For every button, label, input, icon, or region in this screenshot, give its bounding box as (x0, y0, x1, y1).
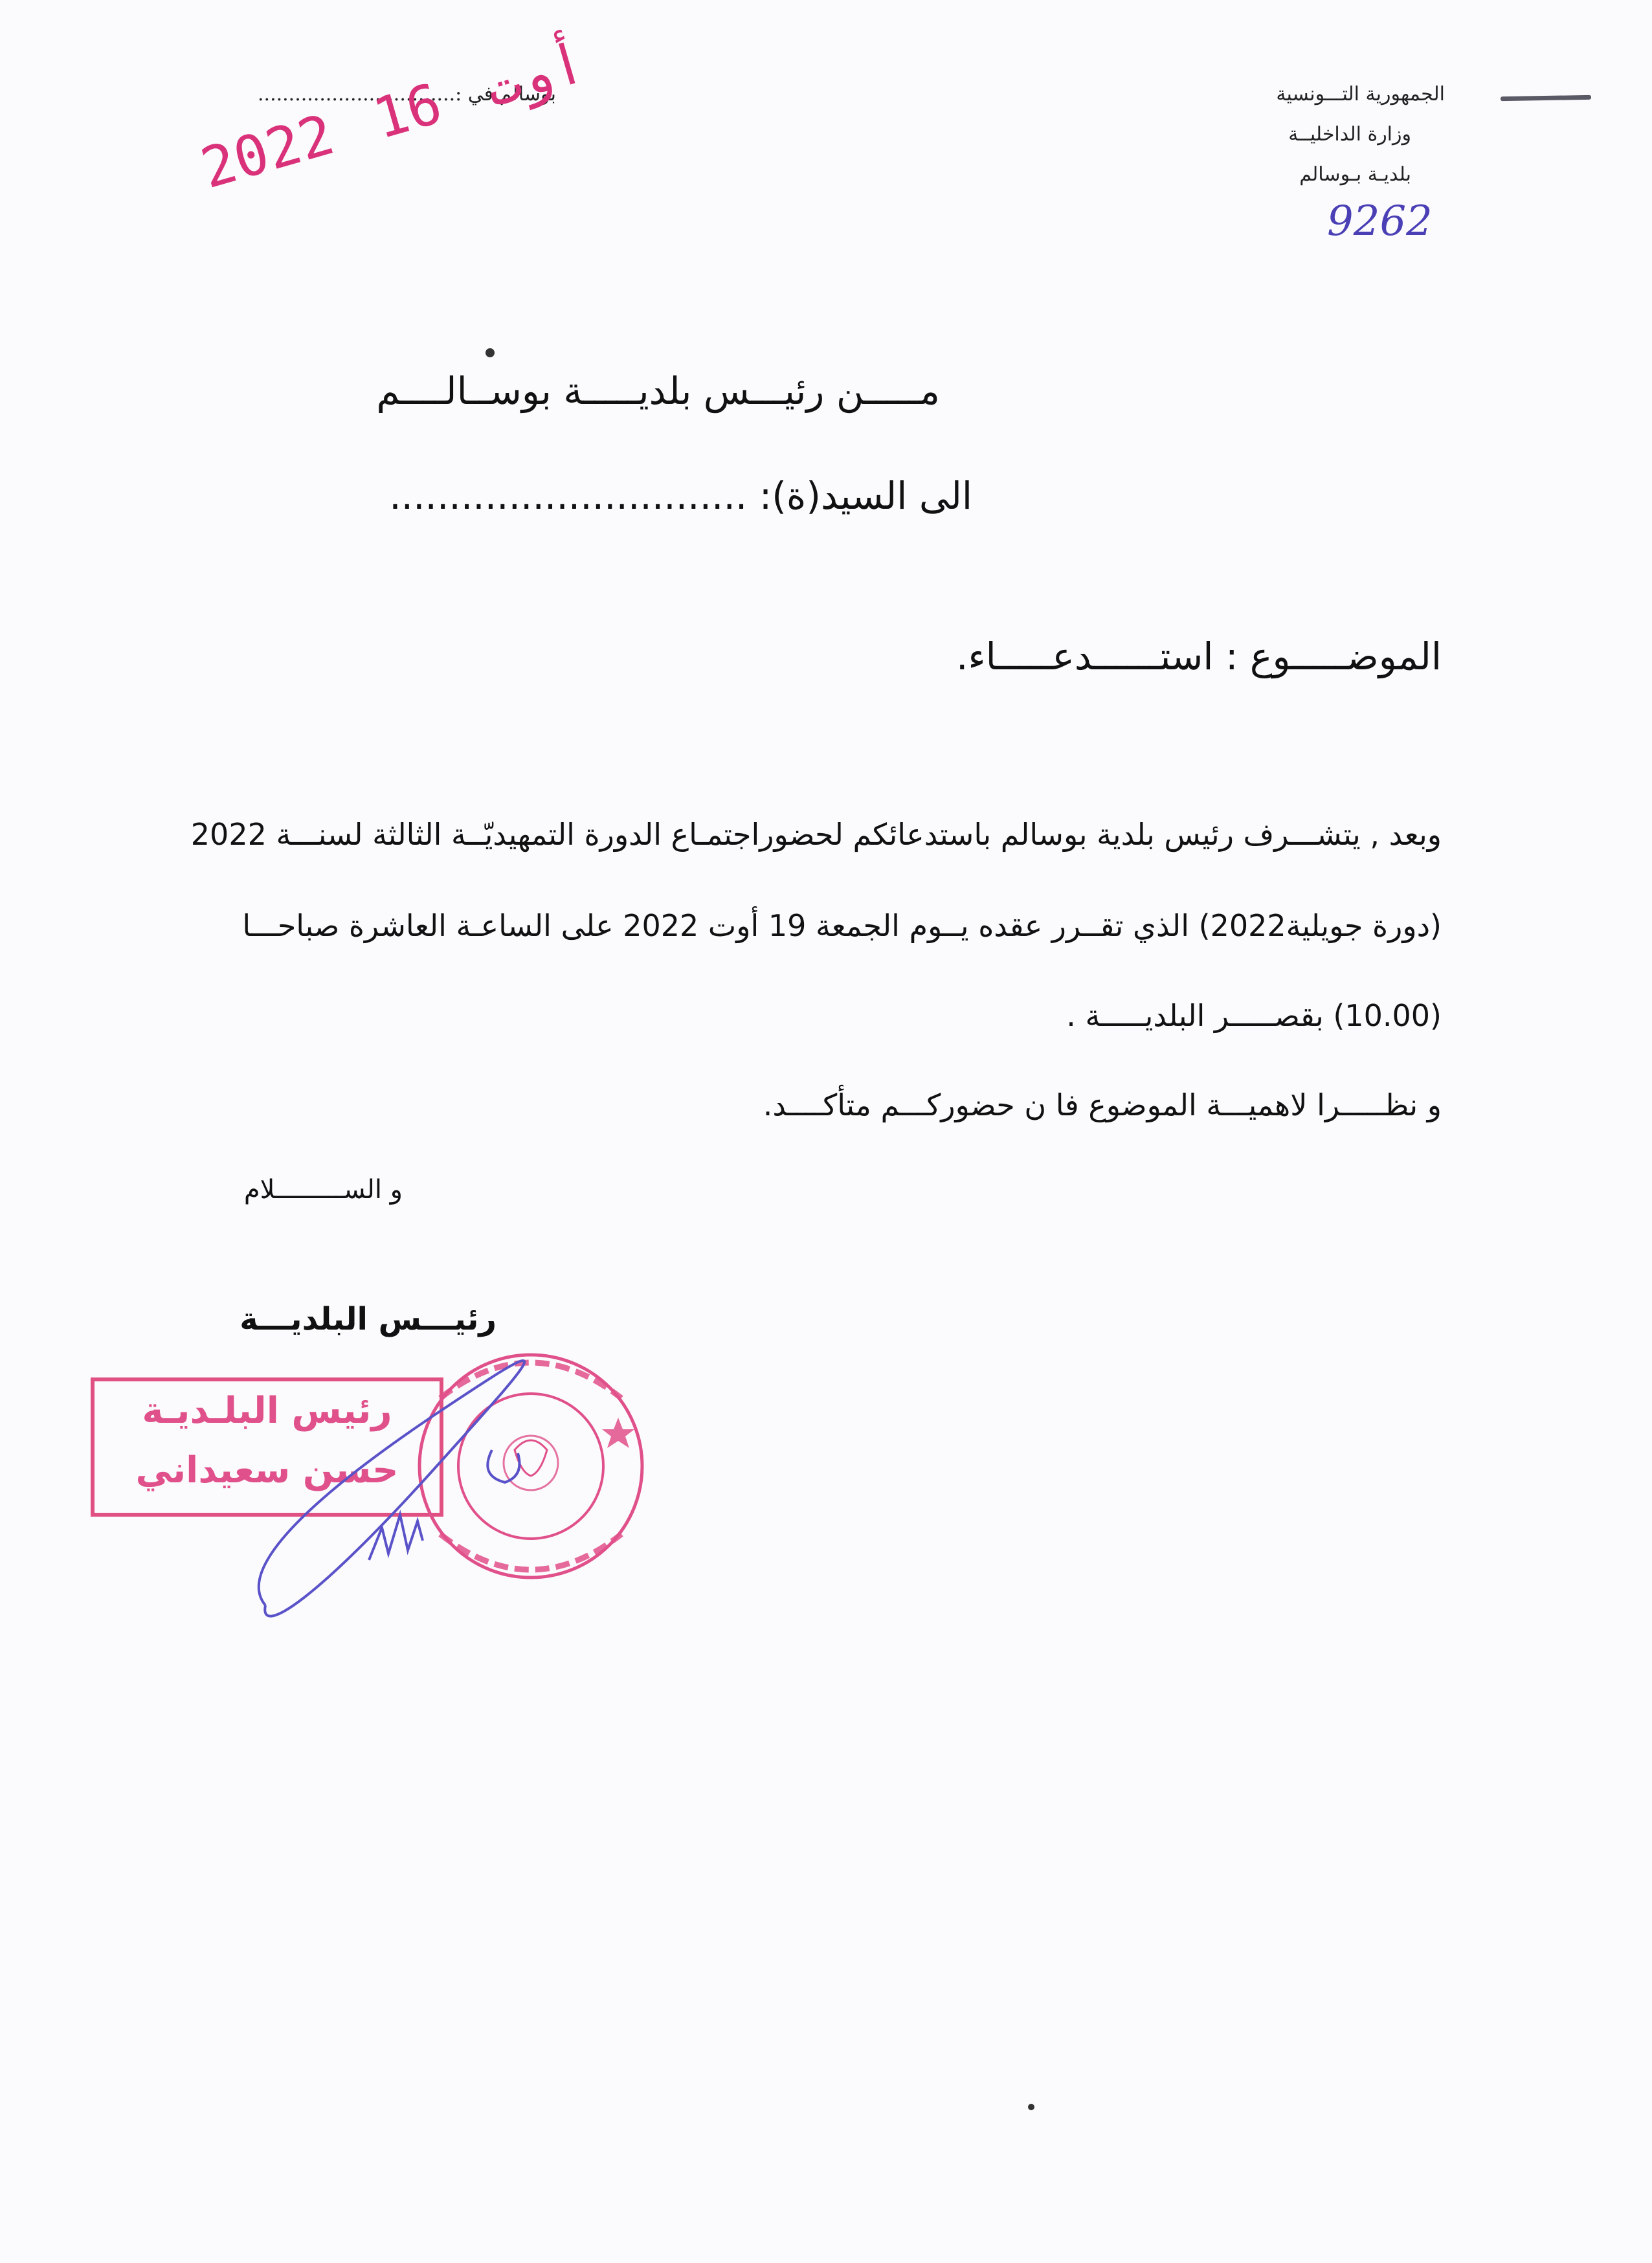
mayor-stamp-name: حسن سعيداني (135, 1449, 399, 1491)
closing: و الســـــــــلام (243, 1175, 403, 1205)
to-line: الى السيد(ة): .............................. (389, 474, 972, 518)
stamp-day: 16 (366, 71, 449, 152)
header-ministry: وزارة الداخليــة (1288, 123, 1411, 146)
header-rule (1501, 95, 1591, 101)
mayor-stamp-title: رئيس البلـديـة (142, 1390, 392, 1432)
body-line-2: (دورة جويلية2022) الذي تقــرر عقده يــوم الجمعة 19 أوت 2022 على الساعـة العاشرة صباحـــا (242, 908, 1442, 943)
stamp-year: 2022 (194, 102, 341, 202)
round-seal (419, 1355, 642, 1577)
ink-speck (486, 348, 495, 357)
seal-and-signature (246, 1321, 647, 1631)
stamp-month: أوت (478, 30, 593, 120)
ink-speck (1028, 2104, 1034, 2110)
handwritten-signature (259, 1361, 524, 1616)
body-line-3: (10.00) بقصـــــر البلديـــــة . (1066, 998, 1442, 1033)
header-republic: الجمهورية التـــونسية (1276, 83, 1445, 106)
reference-number: 9262 (1327, 197, 1433, 245)
subject-line: الموضـــــوع : استــــــدعـــــاء. (955, 634, 1442, 678)
body-line-1: وبعد , يتشـــرف رئيس بلدية بوسالم باستدعائكم لحضوراجتمـاع الدورة التمهيديّــة الثالثة لسنـــة 2022 (190, 817, 1442, 852)
received-date-stamp (194, 30, 592, 201)
body-line-4: و نظـــــرا لاهميـــة الموضوع فا ن حضوركـــم متأكــــد. (763, 1087, 1442, 1122)
header-municipality: بلديـة بـوسالم (1299, 163, 1411, 186)
signature-title: رئيـــس البلديـــة (240, 1301, 497, 1337)
place-date: بوسالم في :................................ (258, 83, 556, 106)
from-line: مـــــن رئيـــس بلديـــــة بوســالــــم (376, 369, 940, 413)
